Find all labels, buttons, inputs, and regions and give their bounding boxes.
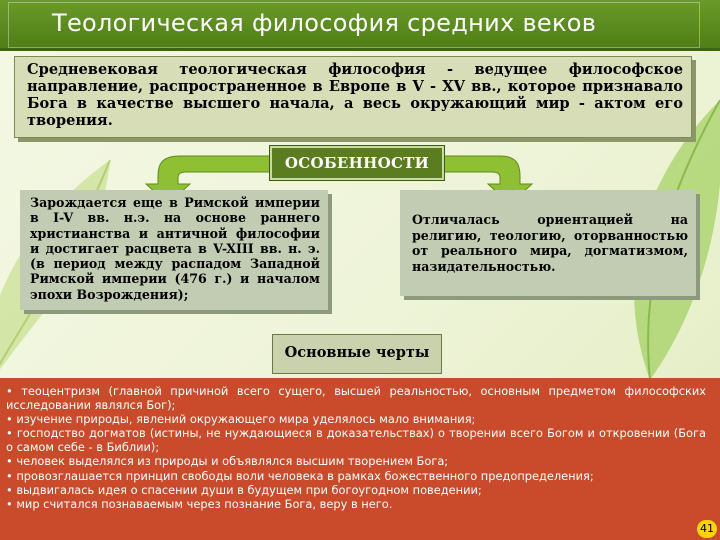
basic-features-text: Основные черты (284, 344, 430, 361)
list-item: • выдвигалась идея о спасении души в будущем при богоугодном поведении; (6, 482, 482, 497)
basic-features-label (272, 334, 442, 374)
list-item: • человек выделялся из природы и объявлялся высшим творением Бога; (6, 454, 449, 469)
features-list (6, 384, 706, 511)
list-item: • провозглашается принцип свободы воли человека в рамках божественного предопределения; (6, 468, 594, 483)
definition-box (14, 56, 692, 138)
definition-text: Средневековая теологическая философия - ведущее философское направление, распространенное в Европе в V - XV вв., которое признавало Бога в качестве высшего начала, а весь окружающий мир - актом его творения. (27, 61, 683, 129)
features-label-text: ОСОБЕННОСТИ (284, 154, 430, 172)
slide-title: Теологическая философия средних веков (52, 9, 597, 37)
features-label (270, 146, 444, 180)
title-bar (0, 0, 720, 51)
origin-text: Зарождается еще в Римской империи в I-V вв. н.э. на основе раннего христианства и античной философии и достигает расцвета в V-XIII вв. н. э. (в период между распадом Западной Римской империи (476 г.) и началом эпохи Возрождения); (30, 195, 320, 302)
list-item: • теоцентризм (главной причиной всего сущего, высшей реальностью, основным предметом философских исследовании являлся Бог); (6, 384, 706, 413)
origin-box (20, 190, 328, 310)
list-item: • мир считался познаваемым через познание Бога, веру в него. (6, 496, 393, 511)
orientation-box (400, 190, 696, 296)
list-item: • изучение природы, явлений окружающего мира уделялось мало внимания; (6, 412, 476, 427)
list-item: • господство догматов (истины, не нуждающиеся в доказательствах) о творении всего Богом и откровении (Бога о самом себе - в Библии); (6, 426, 706, 455)
orientation-text: Отличалась ориентацией на религию, теологию, оторванностью от реального мира, догматизмом, назидательностью. (412, 212, 688, 274)
page-number: 41 (697, 520, 717, 538)
